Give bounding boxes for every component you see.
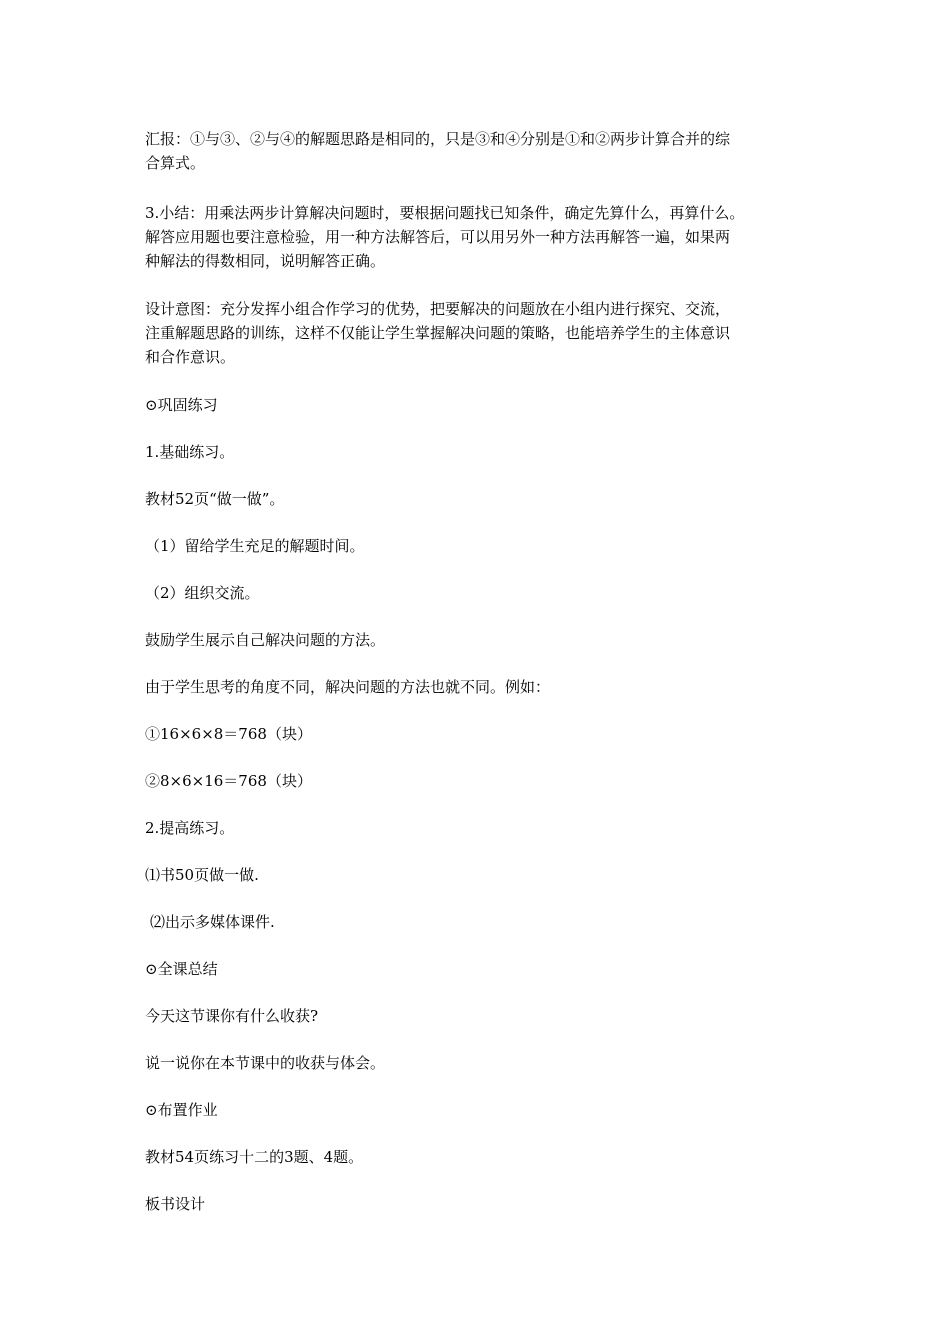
- summary-question: 今天这节课你有什么收获?: [145, 1007, 319, 1025]
- section-heading-consolidation: ⊙巩固练习: [145, 396, 218, 414]
- example-intro: 由于学生思考的角度不同，解决问题的方法也就不同。例如：: [145, 678, 551, 696]
- section-heading-homework: ⊙布置作业: [145, 1101, 218, 1119]
- homework-text: 教材54页练习十二的3题、4题。: [145, 1148, 364, 1166]
- step-2: （2）组织交流。: [145, 584, 260, 602]
- section-heading-summary: ⊙全课总结: [145, 960, 218, 978]
- design-intent-line-3: 和合作意识。: [145, 348, 236, 366]
- summary-prompt: 说一说你在本节课中的收获与体会。: [145, 1054, 386, 1072]
- basic-practice-heading: 1.基础练习。: [145, 443, 235, 461]
- board-design-heading: 板书设计: [145, 1195, 206, 1213]
- advanced-item-2: ⑵出示多媒体课件.: [150, 913, 275, 931]
- summary-line-1: 3.小结：用乘法两步计算解决问题时，要根据问题找已知条件，确定先算什么，再算什么。: [145, 204, 745, 222]
- advanced-item-1: ⑴书50页做一做.: [145, 866, 259, 884]
- design-intent-line-1: 设计意图：充分发挥小组合作学习的优势，把要解决的问题放在小组内进行探究、交流，: [145, 300, 731, 318]
- advanced-practice-heading: 2.提高练习。: [145, 819, 235, 837]
- encourage-text: 鼓励学生展示自己解决问题的方法。: [145, 631, 386, 649]
- report-line-1: 汇报：①与③、②与④的解题思路是相同的，只是③和④分别是①和②两步计算合并的综: [145, 130, 731, 148]
- design-intent-line-2: 注重解题思路的训练，这样不仅能让学生掌握解决问题的策略，也能培养学生的主体意识: [145, 324, 731, 342]
- textbook-reference: 教材52页“做一做”。: [145, 490, 285, 508]
- equation-2: ②8×6×16＝768（块）: [145, 772, 312, 790]
- equation-1: ①16×6×8＝768（块）: [145, 725, 312, 743]
- report-line-2: 合算式。: [145, 154, 206, 172]
- step-1: （1）留给学生充足的解题时间。: [145, 537, 365, 555]
- summary-line-2: 解答应用题也要注意检验，用一种方法解答后，可以用另外一种方法再解答一遍，如果两: [145, 228, 731, 246]
- summary-line-3: 种解法的得数相同，说明解答正确。: [145, 252, 386, 270]
